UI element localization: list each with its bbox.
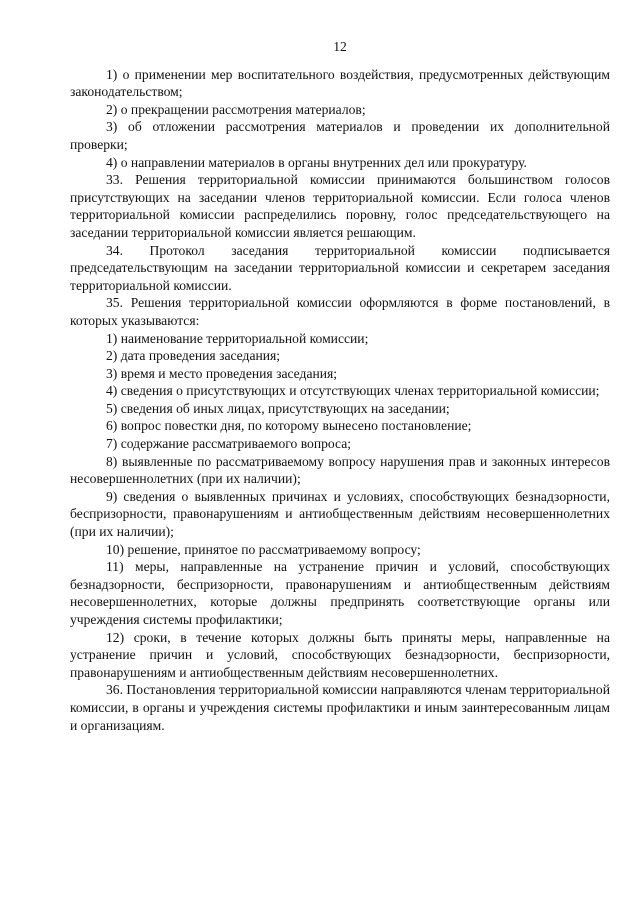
list-item-agenda-question: 6) вопрос повестки дня, по которому вынесено постановление; xyxy=(106,418,472,434)
list-item-commission-name: 1) наименование территориальной комиссии; xyxy=(106,330,369,346)
list-item-measures-taken: 11) меры, направленные на устранение причин и условий, способствующих безнадзорности, беспризорности, правонарушениям и антиобщественным действиям несовершеннолетних, которые должны предпринять соответствующие органы или учреждения системы профилактики; xyxy=(70,559,610,627)
clause-35: 35. Решения территориальной комиссии оформляются в форме постановлений, в которых указываются: xyxy=(70,295,610,328)
clause-34: 34. Протокол заседания территориальной комиссии подписывается председательствующим на заседании территориальной комиссии и секретарем заседания территориальной комиссии. xyxy=(70,242,610,293)
list-item-postponement: 3) об отложении рассмотрения материалов и проведении их дополнительной проверки; xyxy=(70,119,610,152)
document-page xyxy=(70,38,610,734)
list-item-causes: 9) сведения о выявленных причинах и условиях, способствующих безнадзорности, беспризорности, правонарушениям и антиобщественным действиям несовершеннолетних (при их наличии); xyxy=(70,488,610,540)
list-item-attendance: 4) сведения о присутствующих и отсутствующих членах территориальной комиссии; xyxy=(106,383,600,399)
list-item-other-persons: 5) сведения об иных лицах, присутствующих на заседании; xyxy=(106,400,450,416)
clause-36: 36. Постановления территориальной комиссии направляются членам территориальной комиссии, в органы и учреждения системы профилактики и иным заинтересованным лицам и организациям. xyxy=(70,682,610,733)
clause-33: 33. Решения территориальной комиссии принимаются большинством голосов присутствующих на заседании членов территориальной комиссии. Если голоса членов территориальной комиссии распределились поровну, голос председательствующего на заседании территориальной комиссии является решающим. xyxy=(70,172,610,240)
page-number: 12 xyxy=(333,39,347,54)
list-item-question-content: 7) содержание рассматриваемого вопроса; xyxy=(106,436,352,452)
list-item-termination: 2) о прекращении рассмотрения материалов; xyxy=(106,101,366,117)
list-item-meeting-date: 2) дата проведения заседания; xyxy=(106,348,281,364)
list-item-referral: 4) о направлении материалов в органы внутренних дел или прокуратуру. xyxy=(106,154,527,170)
list-item-decision: 10) решение, принятое по рассматриваемому вопросу; xyxy=(106,541,421,557)
list-item-meeting-time-place: 3) время и место проведения заседания; xyxy=(106,365,338,381)
list-item-violations: 8) выявленные по рассматриваемому вопросу нарушения прав и законных интересов несовершеннолетних (при их наличии); xyxy=(70,453,610,487)
list-item-measures: 1) о применении мер воспитательного воздействия, предусмотренных действующим законодательством; xyxy=(70,66,610,100)
list-item-deadlines: 12) сроки, в течение которых должны быть приняты меры, направленные на устранение причин и условий, способствующих безнадзорности, беспризорности, правонарушениям и антиобщественным действиям несовершеннолетних. xyxy=(70,629,610,680)
